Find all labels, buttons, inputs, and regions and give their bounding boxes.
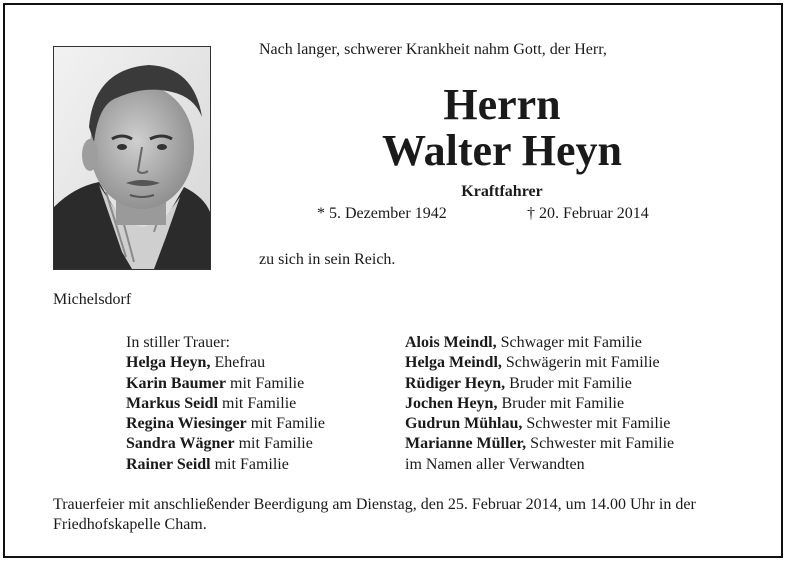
- mourner-name: Alois Meindl,: [405, 334, 497, 351]
- mourner-relation: Bruder mit Familie: [505, 374, 632, 392]
- mourner-relation: mit Familie: [210, 455, 289, 473]
- mourner-relation: Schwager mit Familie: [496, 334, 642, 351]
- obituary-card: [3, 3, 783, 558]
- town-name: Michelsdorf: [53, 291, 132, 308]
- mourner-name: Helga Meindl,: [405, 354, 502, 372]
- mourner-relation: mit Familie: [246, 415, 325, 433]
- mourner-name: Regina Wiesinger: [126, 415, 247, 433]
- mourners-left-column: [126, 333, 325, 475]
- mourner-row: [126, 374, 325, 394]
- mourner-relation: Schwägerin mit Familie: [501, 354, 660, 372]
- mourner-row: [405, 353, 674, 373]
- mourner-name: Karin Baumer: [126, 374, 226, 392]
- mourner-row: [405, 374, 674, 394]
- birth-date: * 5. Dezember 1942: [317, 205, 447, 222]
- mourner-row: [126, 455, 325, 475]
- mourner-relation: Bruder mit Familie: [497, 394, 625, 412]
- mourner-row: [405, 394, 674, 414]
- mourner-relation: mit Familie: [234, 435, 313, 453]
- portrait-image: [54, 47, 210, 269]
- mourner-name: Marianne Müller,: [405, 435, 527, 453]
- mourner-relation: Schwester mit Familie: [522, 415, 671, 433]
- mourner-row: [126, 414, 325, 434]
- mourner-row: [126, 353, 325, 373]
- mourner-relation: Schwester mit Familie: [526, 435, 675, 453]
- name-block: [259, 80, 745, 201]
- mourner-row: [405, 455, 674, 475]
- mourner-name: Markus Seidl: [126, 394, 219, 412]
- profession: Kraftfahrer: [461, 183, 543, 200]
- mourner-name: Rüdiger Heyn,: [405, 374, 506, 392]
- mourner-name: Helga Heyn,: [126, 354, 211, 372]
- mourner-relation: In stiller Trauer:: [126, 334, 230, 351]
- mourners-right-column: [405, 333, 674, 475]
- mourner-relation: mit Familie: [226, 374, 305, 392]
- mourner-name: Sandra Wägner: [126, 435, 235, 453]
- mourner-relation: im Namen aller Verwandten: [405, 455, 585, 473]
- mourner-row: [126, 434, 325, 454]
- mourner-name: Rainer Seidl: [126, 455, 211, 473]
- mourner-name: Gudrun Mühlau,: [405, 415, 523, 433]
- mourner-row: [405, 333, 674, 353]
- salutation: Herrn: [443, 80, 561, 129]
- mourner-name: Jochen Heyn,: [405, 394, 498, 412]
- death-date: † 20. Februar 2014: [527, 205, 649, 222]
- mourner-relation: Ehefrau: [210, 354, 266, 372]
- funeral-info: Trauerfeier mit anschließender Beerdigung am Dienstag, den 25. Februar 2014, um 14.00 Uhr in der Friedhofskapelle Cham.: [53, 496, 696, 533]
- portrait-photo: [53, 46, 211, 270]
- mourner-row: [126, 333, 325, 353]
- mourner-row: [126, 394, 325, 414]
- outro-text: zu sich in sein Reich.: [259, 251, 396, 268]
- mourner-row: [405, 414, 674, 434]
- mourner-relation: mit Familie: [218, 394, 297, 412]
- deceased-name: Walter Heyn: [382, 126, 622, 175]
- mourner-row: [405, 434, 674, 454]
- intro-text: Nach langer, schwerer Krankheit nahm Gott, der Herr,: [259, 41, 607, 58]
